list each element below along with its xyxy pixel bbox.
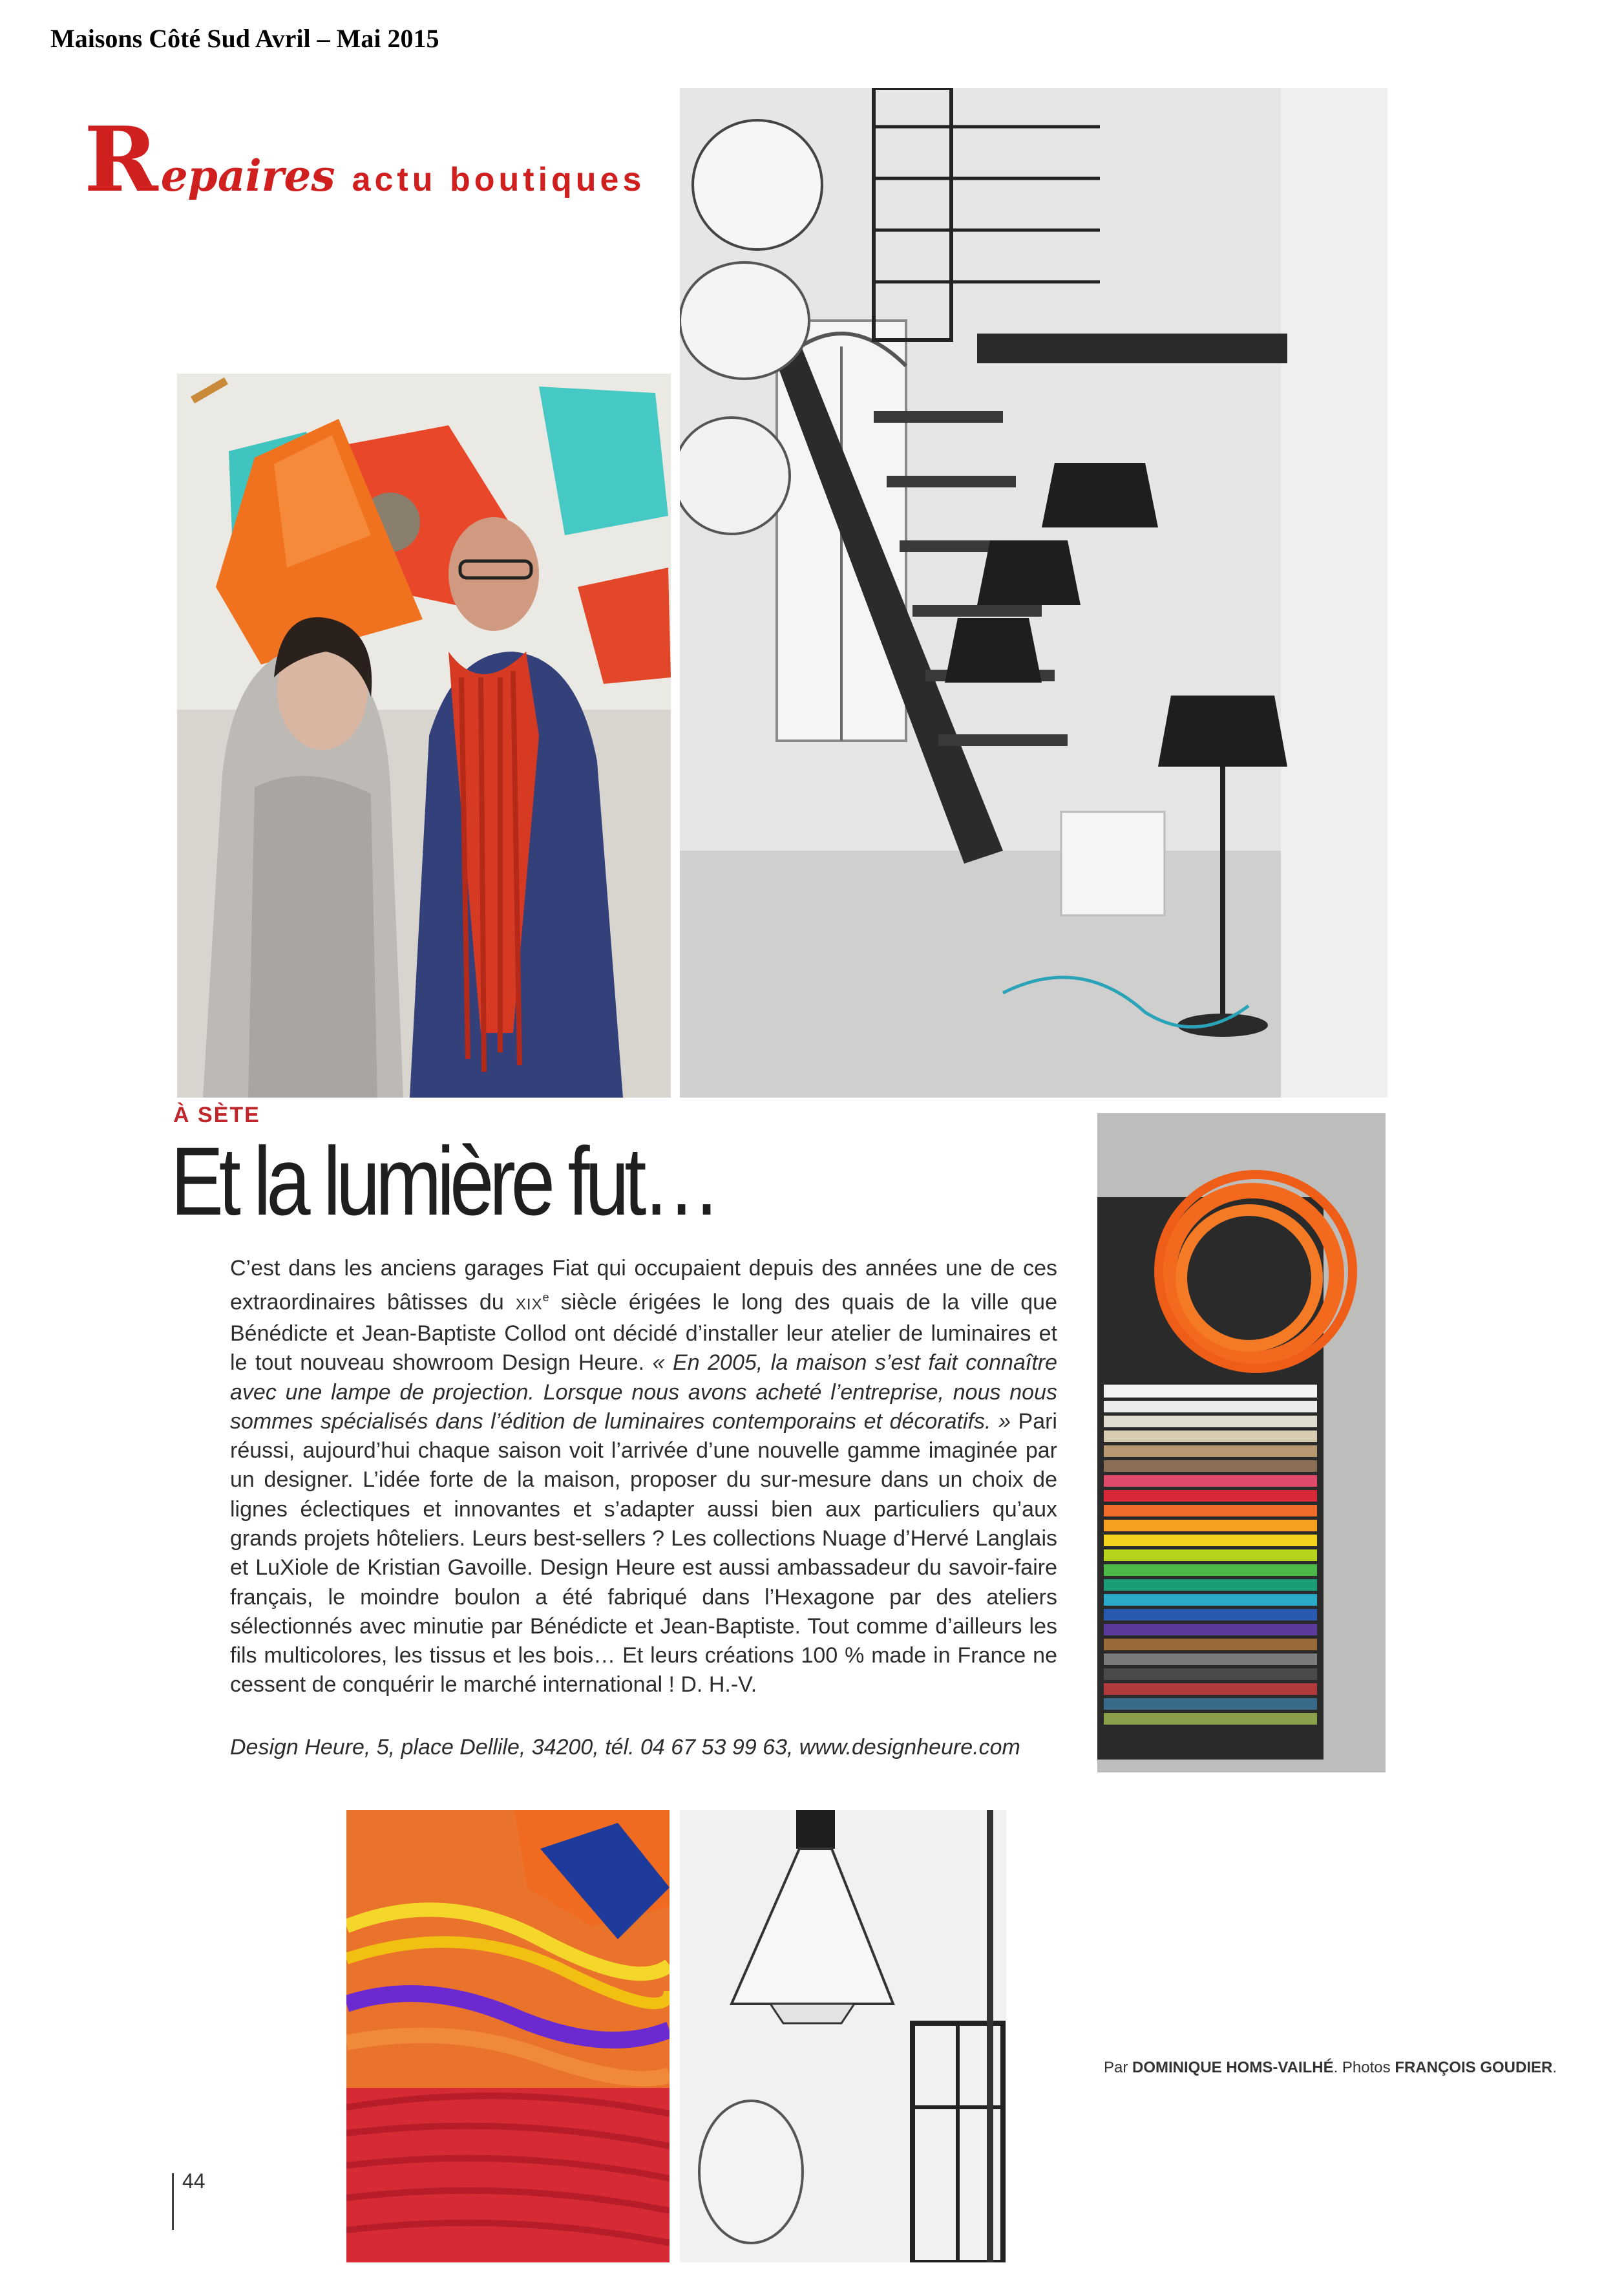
section-rubric [84, 107, 646, 212]
credits-par: Par [1104, 2059, 1133, 2076]
century-text: XIX [515, 1295, 543, 1313]
rubric-initial: R [84, 107, 158, 212]
credits-photographer: FRANÇOIS GOUDIER [1395, 2059, 1553, 2076]
pendant-lamp-photo [680, 1810, 1006, 2262]
page-number: 44 [182, 2169, 206, 2193]
body-text-1: C’est dans les anciens garages Fiat qui occupaient depuis des années une de ces extraordinaires bâtisses du [230, 1256, 1057, 1315]
founders-portrait-photo [177, 374, 671, 1098]
credits-author: DOMINIQUE HOMS-VAILHÉ [1132, 2059, 1334, 2076]
body-text-3: Pari réussi, aujourd’hui chaque saison voit l’arrivée d’une nouvelle gamme imaginée par un designer. L’idée forte de la maison, proposer du sur-mesure dans un choix de lignes éclectiques et innovantes et s’adapter aussi bien aux particuliers qu’aux grands projets hôteliers. Leurs best-sellers ? Les collections Nuage d’Hervé Langlais et LuXiole de Kristian Gavoille. Design Heure est aussi ambassadeur du savoir-faire français, le moindre boulon a été fabriqué dans l’Hexagone par des ateliers sélectionnés avec minutie par Bénédicte et Jean-Baptiste. Tout comme d’ailleurs les fils multicolores, les tissus et les bois… Et leurs créations 100 % made in France ne cessent de conquérir le marché international ! D. H.-V. [230, 1409, 1057, 1697]
founder-quote: « En 2005, la maison s’est fait connaître avec une lampe de projection. Lorsque nous avons acheté l’entreprise, nous nous sommes spécialisés dans l’édition de luminaires contemporains et décoratifs. » [230, 1350, 1058, 1434]
colored-cables-photo [346, 1810, 670, 2262]
credits-photos: . Photos [1333, 2059, 1395, 2076]
body-text-2: siècle érigées le long des quais de la ville que Bénédicte et Jean-Baptiste Collod ont décidé d’installer leur atelier de luminaires et le tout nouveau showroom Design Heure. [230, 1290, 1057, 1376]
article-paragraph [230, 1254, 1057, 1700]
credits-end: . [1552, 2059, 1557, 2076]
magazine-masthead: Maisons Côté Sud Avril – Mai 2015 [50, 24, 439, 53]
article-credits [1104, 2059, 1557, 2077]
staircase-lamps-photo [680, 88, 1387, 1098]
article-body [230, 1254, 1057, 1700]
shop-address: Design Heure, 5, place Dellile, 34200, tél. 04 67 53 99 63, www.designheure.com [230, 1735, 1020, 1760]
rubric-subtitle: actu boutiques [352, 161, 646, 198]
folio-divider [172, 2173, 174, 2230]
century-sup: e [542, 1291, 549, 1304]
article-kicker: À SÈTE [173, 1103, 260, 1127]
rubric-script: epaires [160, 151, 335, 201]
article-headline: Et la lumière fut… [171, 1127, 717, 1235]
cable-swatches-photo [1097, 1113, 1386, 1772]
